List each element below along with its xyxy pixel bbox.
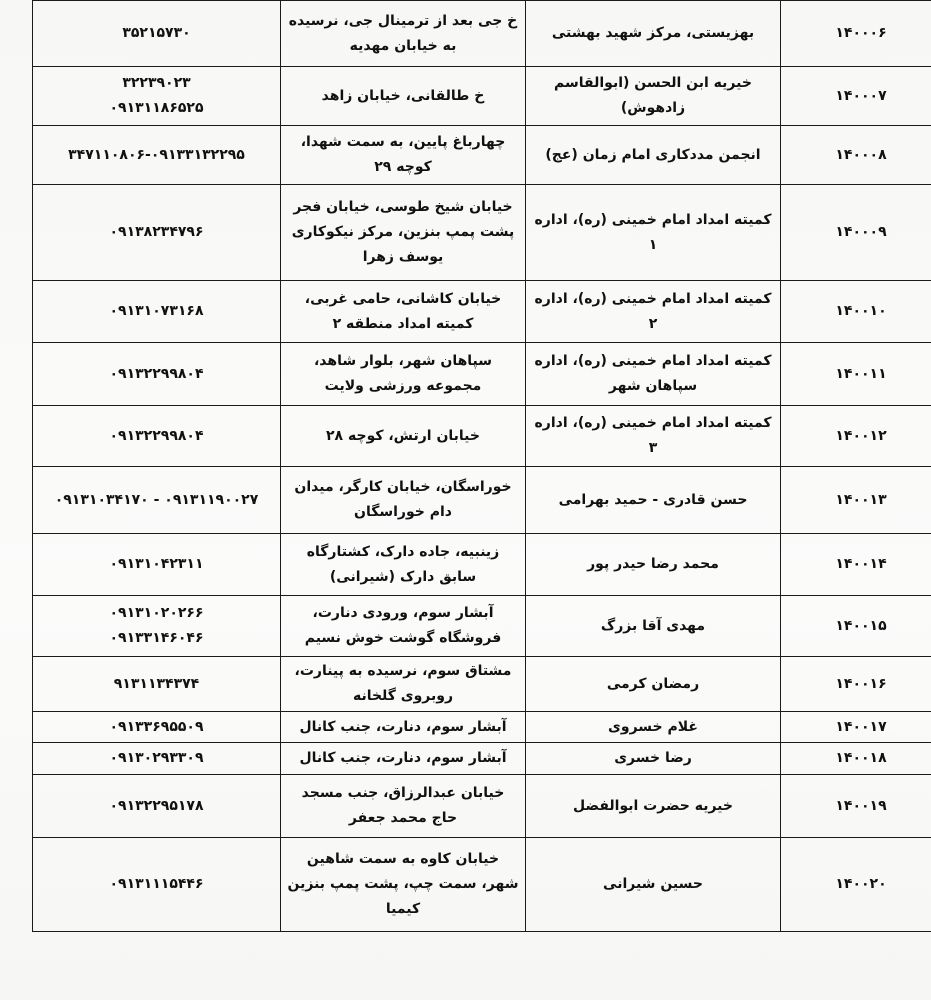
address-cell: خ طالقانی، خیابان زاهد (281, 67, 526, 126)
table-row (33, 596, 931, 657)
code-cell: ۱۴۰۰۰۷ (781, 67, 931, 126)
table-row (33, 534, 931, 596)
code-cell: ۱۴۰۰۱۷ (781, 712, 931, 743)
phone-number: ۹۱۳۱۱۳۴۳۷۴ (113, 675, 200, 692)
address-cell: زینبیه، جاده دارک، کشتارگاه سابق دارک (شیرانی) (281, 534, 526, 596)
address-cell: سپاهان شهر، بلوار شاهد، مجموعه ورزشی ولایت (281, 343, 526, 406)
code-cell: ۱۴۰۰۱۶ (781, 657, 931, 712)
phone-cell (33, 406, 281, 467)
phone-cell (33, 743, 281, 775)
table-row (33, 712, 931, 743)
phone-cell (33, 343, 281, 406)
table-row (33, 467, 931, 534)
address-cell: مشتاق سوم، نرسیده به پینارت، روبروی گلخانه (281, 657, 526, 712)
address-cell: خوراسگان، خیابان کارگر، میدان دام خوراسگان (281, 467, 526, 534)
organization-name-cell: کمیته امداد امام خمینی (ره)، اداره ۳ (526, 406, 781, 467)
code-cell: ۱۴۰۰۲۰ (781, 838, 931, 932)
code-cell: ۱۴۰۰۱۳ (781, 467, 931, 534)
code-cell: ۱۴۰۰۱۹ (781, 775, 931, 838)
code-cell: ۱۴۰۰۱۵ (781, 596, 931, 657)
phone-cell (33, 467, 281, 534)
table-row (33, 343, 931, 406)
code-cell: ۱۴۰۰۱۱ (781, 343, 931, 406)
phone-number: ۰۹۱۳۱۰۷۳۱۶۸ (109, 303, 204, 319)
table-row (33, 657, 931, 712)
table-row (33, 126, 931, 185)
phone-number: ۳۵۲۱۵۷۳۰ (122, 25, 191, 41)
address-cell: خیابان عبدالرزاق، جنب مسجد حاج محمد جعفر (281, 775, 526, 838)
phone-cell (33, 185, 281, 281)
address-cell: آبشار سوم، دنارت، جنب کانال (281, 743, 526, 775)
table-row (33, 838, 931, 932)
address-cell: چهارباغ پایین، به سمت شهدا، کوچه ۲۹ (281, 126, 526, 185)
phone-number: ۳۴۷۱۱۰۸۰۶-۰۹۱۳۳۱۳۲۲۹۵ (68, 146, 245, 163)
phone-number: ۰۹۱۳۱۰۳۴۱۷۰ - ۰۹۱۳۱۱۹۰۰۲۷ (54, 491, 259, 508)
organization-name-cell: حسین شیرانی (526, 838, 781, 932)
code-cell: ۱۴۰۰۱۰ (781, 281, 931, 343)
code-cell: ۱۴۰۰۰۹ (781, 185, 931, 281)
table-row (33, 185, 931, 281)
code-cell: ۱۴۰۰۱۸ (781, 743, 931, 775)
table-row (33, 775, 931, 838)
code-cell: ۱۴۰۰۰۶ (781, 1, 931, 67)
phone-number: ۰۹۱۳۲۲۹۵۱۷۸ (109, 797, 204, 814)
address-cell: آبشار سوم، ورودی دنارت، فروشگاه گوشت خوش نسیم (281, 596, 526, 657)
phone-number: ۰۹۱۳۰۲۹۳۳۰۹ (109, 750, 204, 766)
phone-cell (33, 775, 281, 838)
table-row (33, 281, 931, 343)
code-cell: ۱۴۰۰۱۴ (781, 534, 931, 596)
organization-name-cell: رضا خسری (526, 743, 781, 775)
organization-name-cell: مهدی آقا بزرگ (526, 596, 781, 657)
phone-number: ۰۹۱۳۱۰۴۲۳۱۱ (109, 556, 204, 572)
phone-number: ۰۹۱۳۱۰۲۰۲۶۶ (109, 605, 204, 621)
address-cell: خ جی بعد از ترمینال جی، نرسیده به خیابان مهدیه (281, 1, 526, 67)
organization-name-cell: کمیته امداد امام خمینی (ره)، اداره ۲ (526, 281, 781, 343)
phone-cell (33, 657, 281, 712)
phone-cell (33, 281, 281, 343)
address-cell: خیابان ارتش، کوچه ۲۸ (281, 406, 526, 467)
phone-number: ۰۹۱۳۲۲۹۹۸۰۴ (109, 427, 204, 444)
phone-cell (33, 67, 281, 126)
phone-cell (33, 534, 281, 596)
organization-name-cell: کمیته امداد امام خمینی (ره)، اداره ۱ (526, 185, 781, 281)
organization-name-cell: کمیته امداد امام خمینی (ره)، اداره سپاهان شهر (526, 343, 781, 406)
organization-name-cell: حسن قادری - حمید بهرامی (526, 467, 781, 534)
organization-name-cell: خیریه حضرت ابوالفضل (526, 775, 781, 838)
records-table (32, 0, 931, 932)
table-row (33, 1, 931, 67)
phone-number: ۰۹۱۳۲۲۹۹۸۰۴ (109, 365, 204, 382)
code-cell: ۱۴۰۰۰۸ (781, 126, 931, 185)
address-cell: خیابان کاشانی، حامی غربی، کمیته امداد منطقه ۲ (281, 281, 526, 343)
address-cell: آبشار سوم، دنارت، جنب کانال (281, 712, 526, 743)
address-cell: خیابان کاوه به سمت شاهین شهر، سمت چپ، پشت پمپ بنزین کیمیا (281, 838, 526, 932)
phone-number: ۰۹۱۳۸۲۳۴۷۹۶ (109, 224, 204, 240)
organization-name-cell: بهزیستی، مرکز شهید بهشتی (526, 1, 781, 67)
phone-cell (33, 838, 281, 932)
address-cell: خیابان شیخ طوسی، خیابان فجر پشت پمپ بنزین، مرکز نیکوکاری یوسف زهرا (281, 185, 526, 281)
table-row (33, 67, 931, 126)
phone-cell (33, 1, 281, 67)
code-cell: ۱۴۰۰۱۲ (781, 406, 931, 467)
phone-number-secondary: ۰۹۱۳۳۱۴۶۰۴۶ (109, 630, 204, 646)
phone-cell (33, 596, 281, 657)
table-row (33, 743, 931, 775)
phone-number: ۰۹۱۳۳۶۹۵۵۰۹ (109, 718, 204, 735)
organization-name-cell: غلام خسروی (526, 712, 781, 743)
phone-number-secondary: ۰۹۱۳۱۱۸۶۵۲۵ (109, 100, 204, 116)
phone-number: ۰۹۱۳۱۱۱۵۴۴۶ (109, 876, 204, 892)
organization-name-cell: انجمن مددکاری امام زمان (عج) (526, 126, 781, 185)
phone-cell (33, 126, 281, 185)
organization-name-cell: رمضان کرمی (526, 657, 781, 712)
organization-name-cell: خیریه ابن الحسن (ابوالقاسم زادهوش) (526, 67, 781, 126)
phone-number: ۳۲۲۳۹۰۲۳ (122, 75, 191, 91)
organization-name-cell: محمد رضا حیدر پور (526, 534, 781, 596)
table-row (33, 406, 931, 467)
phone-cell (33, 712, 281, 743)
